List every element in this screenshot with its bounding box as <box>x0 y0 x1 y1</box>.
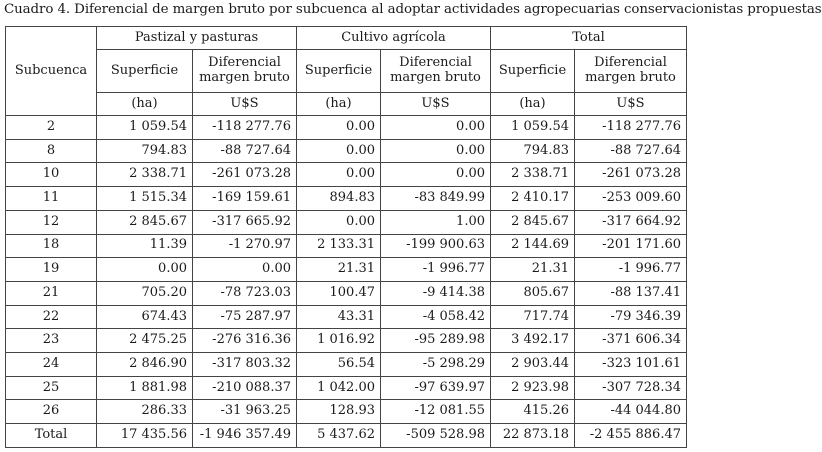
cell-diferencial-cultivo: -1 996.77 <box>381 258 491 282</box>
cell-diferencial-cultivo: 0.00 <box>381 116 491 140</box>
cell-diferencial-pastizal: -88 727.64 <box>193 139 297 163</box>
table-row-total <box>6 424 687 448</box>
table-row <box>6 234 687 258</box>
header-row-columns <box>6 50 687 93</box>
cell-superficie-total: 415.26 <box>491 400 575 424</box>
table-row <box>6 210 687 234</box>
cell-diferencial-total: -253 009.60 <box>575 187 687 211</box>
header-diferencial-cultivo: Diferencial margen bruto <box>381 50 491 93</box>
cell-diferencial-pastizal: -31 963.25 <box>193 400 297 424</box>
cell-subcuenca: 24 <box>6 353 97 377</box>
cell-superficie-cultivo: 2 133.31 <box>297 234 381 258</box>
cell-diferencial-pastizal: -1 270.97 <box>193 234 297 258</box>
cell-diferencial-pastizal: -1 946 357.49 <box>193 424 297 448</box>
cell-superficie-pastizal: 11.39 <box>97 234 193 258</box>
cell-superficie-cultivo: 43.31 <box>297 305 381 329</box>
table-row <box>6 329 687 353</box>
cell-superficie-pastizal: 1 515.34 <box>97 187 193 211</box>
cell-superficie-total: 3 492.17 <box>491 329 575 353</box>
unit-usd: U$S <box>193 93 297 116</box>
unit-ha: (ha) <box>97 93 193 116</box>
unit-ha: (ha) <box>297 93 381 116</box>
header-group-pastizal: Pastizal y pasturas <box>97 27 297 50</box>
cell-superficie-total: 21.31 <box>491 258 575 282</box>
cell-subcuenca: 11 <box>6 187 97 211</box>
table-row <box>6 163 687 187</box>
cell-superficie-total: 2 410.17 <box>491 187 575 211</box>
unit-usd: U$S <box>575 93 687 116</box>
cell-diferencial-total: -201 171.60 <box>575 234 687 258</box>
cell-subcuenca: 21 <box>6 281 97 305</box>
cell-superficie-total: 1 059.54 <box>491 116 575 140</box>
cell-superficie-cultivo: 894.83 <box>297 187 381 211</box>
cell-diferencial-pastizal: -261 073.28 <box>193 163 297 187</box>
cell-superficie-pastizal: 2 475.25 <box>97 329 193 353</box>
cell-diferencial-pastizal: -210 088.37 <box>193 376 297 400</box>
cell-subcuenca: 19 <box>6 258 97 282</box>
unit-usd: U$S <box>381 93 491 116</box>
table-row <box>6 139 687 163</box>
cell-diferencial-total: -1 996.77 <box>575 258 687 282</box>
cell-superficie-cultivo: 1 016.92 <box>297 329 381 353</box>
cell-superficie-cultivo: 0.00 <box>297 116 381 140</box>
cell-diferencial-cultivo: -12 081.55 <box>381 400 491 424</box>
header-diferencial-pastizal: Diferencial margen bruto <box>193 50 297 93</box>
cell-diferencial-cultivo: 0.00 <box>381 139 491 163</box>
cell-diferencial-cultivo: -95 289.98 <box>381 329 491 353</box>
cell-diferencial-cultivo: -5 298.29 <box>381 353 491 377</box>
cell-superficie-total: 2 144.69 <box>491 234 575 258</box>
table-body <box>6 116 687 448</box>
table-row <box>6 187 687 211</box>
cell-diferencial-cultivo: -97 639.97 <box>381 376 491 400</box>
cell-superficie-pastizal: 2 845.67 <box>97 210 193 234</box>
margin-table <box>5 26 687 448</box>
cell-superficie-cultivo: 100.47 <box>297 281 381 305</box>
cell-superficie-cultivo: 56.54 <box>297 353 381 377</box>
cell-diferencial-cultivo: -199 900.63 <box>381 234 491 258</box>
table-row <box>6 400 687 424</box>
cell-superficie-pastizal: 286.33 <box>97 400 193 424</box>
cell-superficie-total: 2 338.71 <box>491 163 575 187</box>
cell-diferencial-pastizal: -317 665.92 <box>193 210 297 234</box>
table-row <box>6 281 687 305</box>
cell-superficie-cultivo: 5 437.62 <box>297 424 381 448</box>
cell-superficie-pastizal: 17 435.56 <box>97 424 193 448</box>
cell-superficie-total: 2 903.44 <box>491 353 575 377</box>
cell-diferencial-pastizal: -276 316.36 <box>193 329 297 353</box>
table-row <box>6 376 687 400</box>
cell-diferencial-cultivo: -83 849.99 <box>381 187 491 211</box>
cell-diferencial-total: -317 664.92 <box>575 210 687 234</box>
header-row-units <box>6 93 687 116</box>
header-superficie-pastizal: Superficie <box>97 50 193 93</box>
cell-superficie-pastizal: 674.43 <box>97 305 193 329</box>
cell-diferencial-cultivo: -4 058.42 <box>381 305 491 329</box>
cell-diferencial-cultivo: -509 528.98 <box>381 424 491 448</box>
table-caption: Cuadro 4. Diferencial de margen bruto por subcuenca al adoptar actividades agropecuarias conservacionistas propuestas <box>4 2 822 17</box>
header-superficie-cultivo: Superficie <box>297 50 381 93</box>
cell-superficie-pastizal: 1 881.98 <box>97 376 193 400</box>
cell-diferencial-total: -261 073.28 <box>575 163 687 187</box>
cell-subcuenca: 23 <box>6 329 97 353</box>
table-row <box>6 353 687 377</box>
cell-superficie-cultivo: 1 042.00 <box>297 376 381 400</box>
cell-diferencial-total: -88 727.64 <box>575 139 687 163</box>
cell-subcuenca: 25 <box>6 376 97 400</box>
header-subcuenca: Subcuenca <box>6 27 97 116</box>
table-row <box>6 116 687 140</box>
cell-diferencial-total: -118 277.76 <box>575 116 687 140</box>
cell-diferencial-pastizal: -78 723.03 <box>193 281 297 305</box>
cell-diferencial-total: -323 101.61 <box>575 353 687 377</box>
cell-superficie-total: 22 873.18 <box>491 424 575 448</box>
cell-superficie-cultivo: 0.00 <box>297 139 381 163</box>
cell-diferencial-pastizal: 0.00 <box>193 258 297 282</box>
cell-subcuenca: Total <box>6 424 97 448</box>
header-row-groups <box>6 27 687 50</box>
cell-diferencial-total: -371 606.34 <box>575 329 687 353</box>
header-diferencial-total: Diferencial margen bruto <box>575 50 687 93</box>
cell-diferencial-cultivo: 1.00 <box>381 210 491 234</box>
cell-diferencial-pastizal: -118 277.76 <box>193 116 297 140</box>
cell-superficie-cultivo: 128.93 <box>297 400 381 424</box>
cell-superficie-total: 2 845.67 <box>491 210 575 234</box>
cell-superficie-cultivo: 21.31 <box>297 258 381 282</box>
cell-superficie-pastizal: 2 846.90 <box>97 353 193 377</box>
cell-subcuenca: 18 <box>6 234 97 258</box>
cell-superficie-cultivo: 0.00 <box>297 163 381 187</box>
cell-superficie-pastizal: 794.83 <box>97 139 193 163</box>
cell-subcuenca: 8 <box>6 139 97 163</box>
cell-diferencial-cultivo: 0.00 <box>381 163 491 187</box>
cell-diferencial-pastizal: -317 803.32 <box>193 353 297 377</box>
cell-diferencial-total: -79 346.39 <box>575 305 687 329</box>
cell-subcuenca: 22 <box>6 305 97 329</box>
cell-superficie-total: 805.67 <box>491 281 575 305</box>
cell-superficie-pastizal: 1 059.54 <box>97 116 193 140</box>
cell-superficie-cultivo: 0.00 <box>297 210 381 234</box>
cell-subcuenca: 10 <box>6 163 97 187</box>
cell-superficie-total: 794.83 <box>491 139 575 163</box>
cell-subcuenca: 2 <box>6 116 97 140</box>
header-group-cultivo: Cultivo agrícola <box>297 27 491 50</box>
header-group-total: Total <box>491 27 687 50</box>
cell-diferencial-total: -307 728.34 <box>575 376 687 400</box>
cell-superficie-total: 717.74 <box>491 305 575 329</box>
cell-diferencial-total: -2 455 886.47 <box>575 424 687 448</box>
cell-diferencial-pastizal: -169 159.61 <box>193 187 297 211</box>
unit-ha: (ha) <box>491 93 575 116</box>
table-row <box>6 258 687 282</box>
cell-diferencial-cultivo: -9 414.38 <box>381 281 491 305</box>
cell-diferencial-total: -88 137.41 <box>575 281 687 305</box>
cell-subcuenca: 12 <box>6 210 97 234</box>
cell-superficie-pastizal: 2 338.71 <box>97 163 193 187</box>
cell-superficie-total: 2 923.98 <box>491 376 575 400</box>
cell-diferencial-total: -44 044.80 <box>575 400 687 424</box>
cell-diferencial-pastizal: -75 287.97 <box>193 305 297 329</box>
table-row <box>6 305 687 329</box>
cell-superficie-pastizal: 705.20 <box>97 281 193 305</box>
header-superficie-total: Superficie <box>491 50 575 93</box>
cell-subcuenca: 26 <box>6 400 97 424</box>
cell-superficie-pastizal: 0.00 <box>97 258 193 282</box>
